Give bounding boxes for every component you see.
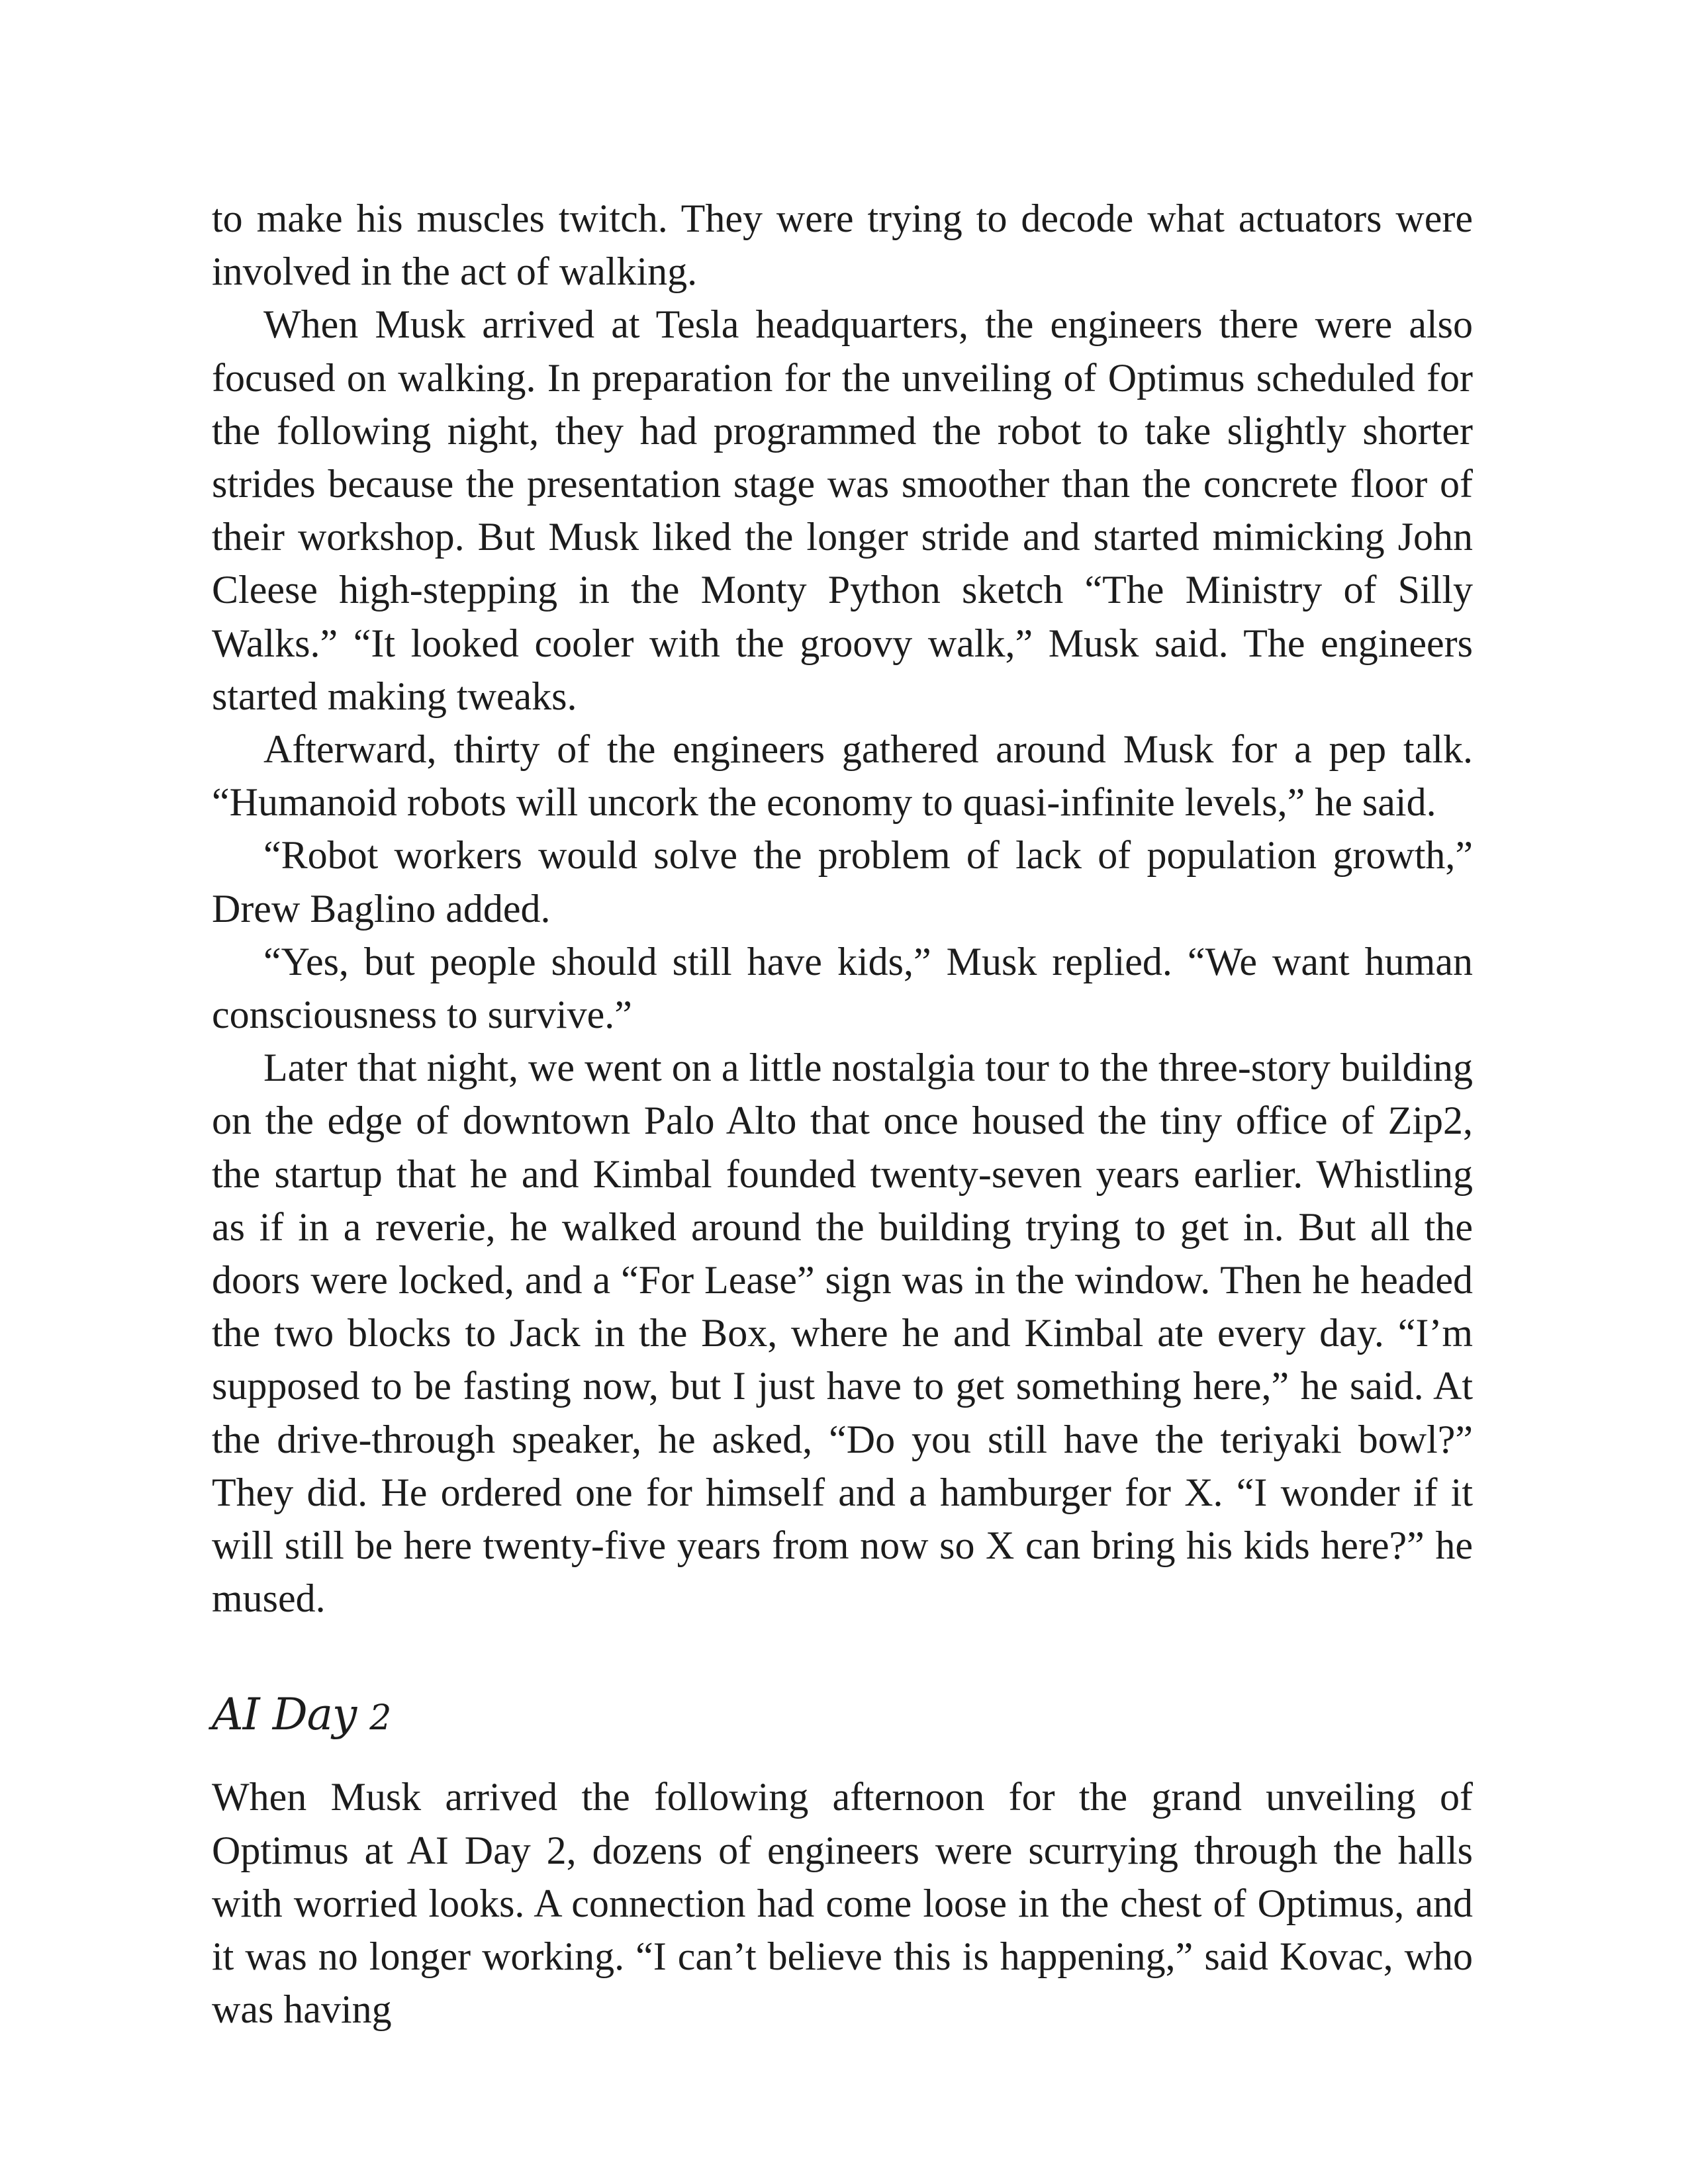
section-heading-number: 2 <box>369 1698 391 1739</box>
paragraph-ai-day-unveiling: When Musk arrived the following afternoon for the grand unveiling of Optimus at AI Day 2, dozens of engineers were scurrying through the halls with worried looks. A connection had come loose in the chest of Optimus, and it was no longer working. “I can’t believe this is happening,” said Kovac, who was having <box>212 1775 1473 2032</box>
paragraph-baglino-quote: “Robot workers would solve the problem of lack of population growth,” Drew Baglino added. <box>212 833 1473 931</box>
paragraph-musk-reply: “Yes, but people should still have kids,” Musk replied. “We want human consciousness to survive.” <box>212 939 1473 1037</box>
paragraph-pep-talk: Afterward, thirty of the engineers gathered around Musk for a pep talk. “Humanoid robots will uncork the economy to quasi-infinite levels,” he said. <box>212 727 1473 825</box>
paragraph-tesla-walking: When Musk arrived at Tesla headquarters, the engineers there were also focused on walking. In preparation for the unveiling of Optimus scheduled for the following night, they had programmed the robot to take slightly shorter strides because the presentation stage was smoother than the concrete floor of their workshop. But Musk liked the longer stride and started mimicking John Cleese high-stepping in the Monty Python sketch “The Ministry of Silly Walks.” “It looked cooler with the groovy walk,” Musk said. The engineers started making tweaks. <box>212 302 1473 718</box>
page-body <box>212 192 1473 2036</box>
paragraph-nostalgia-tour: Later that night, we went on a little nostalgia tour to the three-story building on the edge of downtown Palo Alto that once housed the tiny office of Zip2, the startup that he and Kimbal founded twenty-seven years earlier. Whistling as if in a reverie, he walked around the building trying to get in. But all the doors were locked, and a “For Lease” sign was in the window. Then he headed the two blocks to Jack in the Box, where he and Kimbal ate every day. “I’m supposed to be fasting now, but I just have to get something here,” he said. At the drive-through speaker, he asked, “Do you still have the teriyaki bowl?” They did. He ordered one for himself and a hamburger for X. “I wonder if it will still be here twenty-five years from now so X can bring his kids here?” he mused. <box>212 1046 1473 1621</box>
paragraph-continued: to make his muscles twitch. They were trying to decode what actuators were involved in the act of walking. <box>212 197 1473 294</box>
section-heading <box>212 1688 1473 1770</box>
section-heading-text: AI Day <box>212 1689 357 1741</box>
